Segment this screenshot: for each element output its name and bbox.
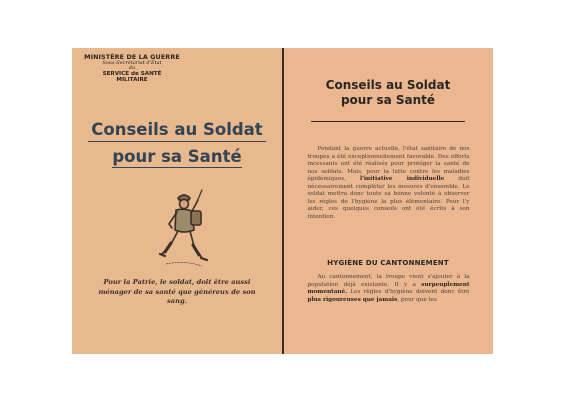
cantonment-text-part-3: , pour que les [397, 296, 437, 303]
cover-title-line-1: Conseils au Soldat [91, 120, 263, 139]
inside-title-line-1: Conseils au Soldat [325, 78, 451, 92]
cover-title-line-2: pour sa Santé [112, 147, 242, 167]
cover-title-rule [88, 141, 266, 142]
inside-title-rule [311, 121, 465, 122]
cantonment-bold-text-2: plus rigoureuses que jamais [307, 296, 398, 303]
inside-title [284, 78, 493, 107]
cantonment-text-part-2: Les règles d'hygiène doivent donc être [347, 289, 470, 296]
cantonment-bold-text: surpeuplement momentané. [307, 281, 470, 296]
inside-page [284, 48, 494, 354]
marching-soldier-illustration [156, 188, 212, 272]
cantonment-text-part-1: Au cantonnement, la troupe vient s'ajouter à la population déjà existante. Il y a [307, 274, 470, 288]
section-heading: HYGIÈNE DU CANTONNEMENT [327, 259, 449, 267]
military-line: MILITAIRE [116, 77, 148, 84]
booklet-spread [72, 48, 493, 354]
service-line: SERVICE de SANTÉ [102, 71, 162, 78]
intro-text-part-1: Pendant la guerre actuelle, l'état sanitaire de nos troupes a été exceptionnellement favorable. Des efforts incessants ont été réalisés pour protéger la santé de nos soldats. Mais, pour la lutte contre les maladies épidémiques, [307, 146, 470, 183]
intro-bold-text: l'initiative individuelle [359, 176, 445, 183]
cover-page [72, 48, 282, 354]
inside-title-line-2: pour sa Santé [340, 92, 436, 107]
cover-title [72, 120, 282, 168]
du-line: du [128, 64, 136, 71]
cantonment-paragraph [308, 274, 470, 304]
intro-text-part-2: doit nécessairement compléter les mesures d'ensemble. Le soldat mettra donc toute sa bonne volonté à observer les règles de l'hygiène la plus élémentaire. Pour l'y aider, ces quelques conseils ont été écrits à son intention. [307, 176, 470, 220]
intro-paragraph [308, 146, 470, 221]
ministry-header [72, 54, 192, 84]
ministry-line: MINISTÈRE DE LA GUERRE [84, 53, 180, 61]
sub-secretariat-line: Sous-Secrétariat d'État [102, 59, 162, 66]
cover-motto: Pour la Patrie, le soldat, doit être aussi ménager de sa santé que généreux de son sang. [98, 278, 256, 305]
